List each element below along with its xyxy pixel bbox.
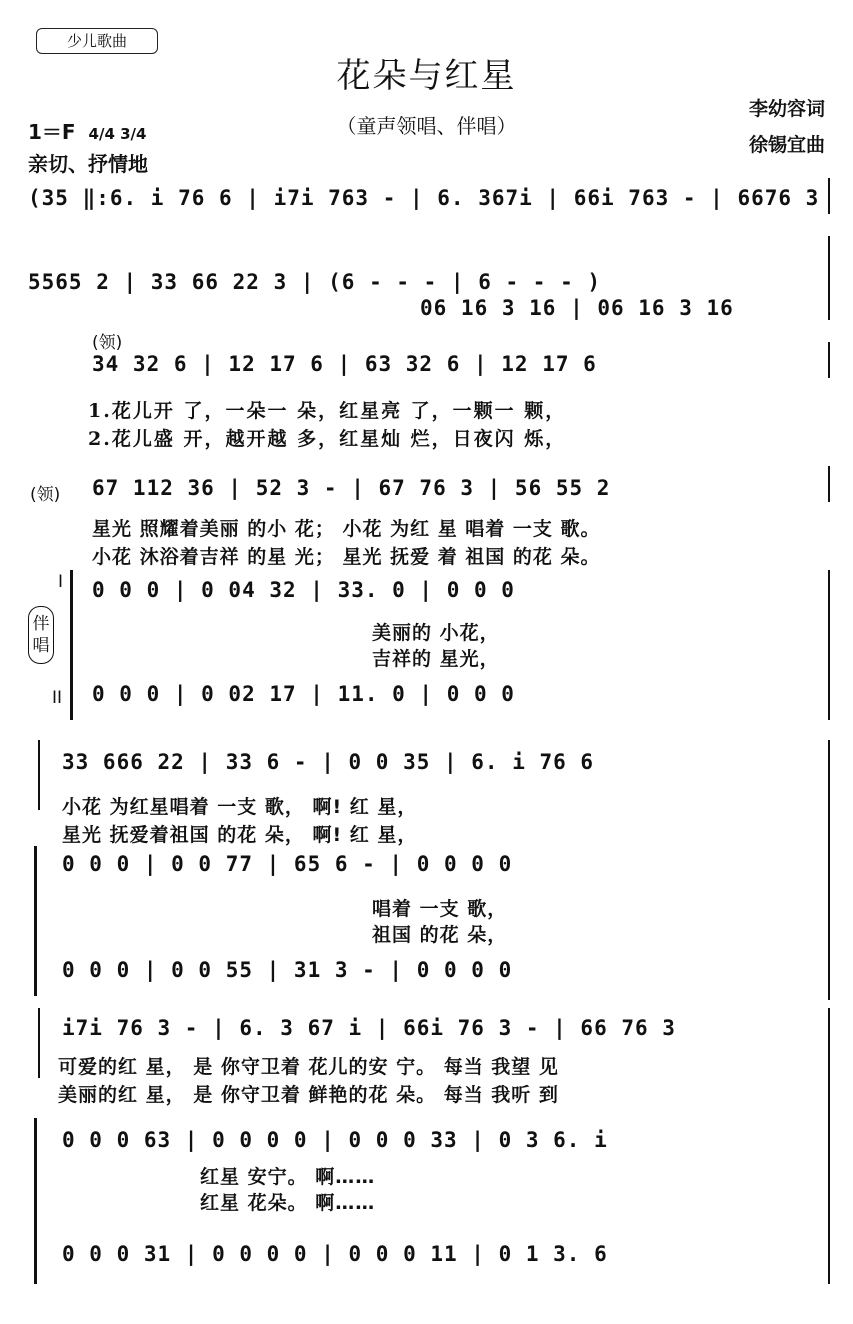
lyricist-credit: 李幼容词 <box>748 98 825 120</box>
lyrics-verse2-line1: 2.花儿盛 开，越开越 多，红星灿 烂，日夜闪 烁， <box>88 428 567 450</box>
score-row-7: 33 666 22 | 33 6 - | 0 0 35 | 6. i 76 6 <box>62 750 595 774</box>
score-row-4: 67 112 36 | 52 3 - | 67 76 3 | 56 55 2 <box>92 476 611 500</box>
barline <box>828 570 830 720</box>
composer-credit: 徐锡宜曲 <box>748 134 825 156</box>
lyrics-verse1-line2: 星光 照耀着美丽 的小 花； 小花 为红 星 唱着 一支 歌。 <box>92 518 601 540</box>
score-row-2: 5565 2 | 33 66 22 3 | (6 - - - | 6 - - - ) <box>28 270 602 294</box>
song-subtitle: （童声领唱、伴唱） <box>336 114 517 138</box>
chorus-lyric-1: 美丽的 小花， <box>372 622 500 644</box>
chorus-lyric-2: 吉祥的 星光， <box>372 648 500 670</box>
barline <box>828 1008 830 1284</box>
system-line <box>38 740 40 810</box>
lyrics-row-10b: 美丽的红 星， 是 你守卫着 鲜艳的花 朵。 每当 我听 到 <box>58 1084 559 1106</box>
score-row-3: 34 32 6 | 12 17 6 | 63 32 6 | 12 17 6 <box>92 352 597 376</box>
score-row-8: 0 0 0 | 0 0 77 | 65 6 - | 0 0 0 0 <box>62 852 513 876</box>
lyrics-row-10a: 可爱的红 星， 是 你守卫着 花儿的安 宁。 每当 我望 见 <box>58 1056 559 1078</box>
key-label: 1＝F <box>28 120 76 144</box>
time-signature: 4/4 3/4 <box>88 125 147 143</box>
barline <box>828 466 830 502</box>
song-title: 花朵与红星 <box>336 56 517 96</box>
chorus-lyric-6: 红星 花朵。 啊…… <box>200 1192 376 1214</box>
lyrics-verse1-line1: 1.花儿开 了，一朵一 朵，红星亮 了，一颗一 颗， <box>88 400 567 422</box>
score-row-2-lower: 06 16 3 16 | 06 16 3 16 <box>420 296 734 320</box>
barline <box>828 740 830 1000</box>
key-signature <box>28 116 146 145</box>
system-bracket <box>34 846 37 996</box>
barline <box>828 178 830 214</box>
chorus-label: 伴唱 <box>28 606 54 664</box>
voice-1-label: I <box>58 572 64 592</box>
tempo-marking: 亲切、抒情地 <box>28 152 148 176</box>
system-line <box>38 1008 40 1078</box>
barline <box>828 342 830 378</box>
lead-label-2: (领) <box>30 485 61 505</box>
lyrics-row-7a: 小花 为红星唱着 一支 歌， 啊! 红 星， <box>62 796 418 818</box>
chorus-lyric-3: 唱着 一支 歌， <box>372 898 508 920</box>
score-row-10: i7i 76 3 - | 6. 3 67 i | 66i 76 3 - | 66 76 3 <box>62 1016 676 1040</box>
lead-label: (领) <box>92 333 123 353</box>
score-row-1: (35 ‖:6. i 76 6 | i7i 763 - | 6. 367i | 66i 763 - | 6676 3 <box>28 186 820 210</box>
chorus-lyric-5: 红星 安宁。 啊…… <box>200 1166 376 1188</box>
score-row-11: 0 0 0 63 | 0 0 0 0 | 0 0 0 33 | 0 3 6. i <box>62 1128 608 1152</box>
system-bracket <box>34 1118 37 1284</box>
voice-2-label: II <box>52 688 63 708</box>
score-row-12: 0 0 0 31 | 0 0 0 0 | 0 0 0 11 | 0 1 3. 6 <box>62 1242 608 1266</box>
lyrics-row-7b: 星光 抚爱着祖国 的花 朵， 啊! 红 星， <box>62 824 418 846</box>
barline <box>828 236 830 320</box>
lyrics-verse2-line2: 小花 沐浴着吉祥 的星 光； 星光 抚爱 着 祖国 的花 朵。 <box>92 546 601 568</box>
genre-tag: 少儿歌曲 <box>36 28 158 54</box>
chorus-lyric-4: 祖国 的花 朵， <box>372 924 508 946</box>
score-row-9: 0 0 0 | 0 0 55 | 31 3 - | 0 0 0 0 <box>62 958 513 982</box>
score-row-5: 0 0 0 | 0 04 32 | 33. 0 | 0 0 0 <box>92 578 515 602</box>
score-row-6: 0 0 0 | 0 02 17 | 11. 0 | 0 0 0 <box>92 682 515 706</box>
system-bracket <box>70 570 73 720</box>
